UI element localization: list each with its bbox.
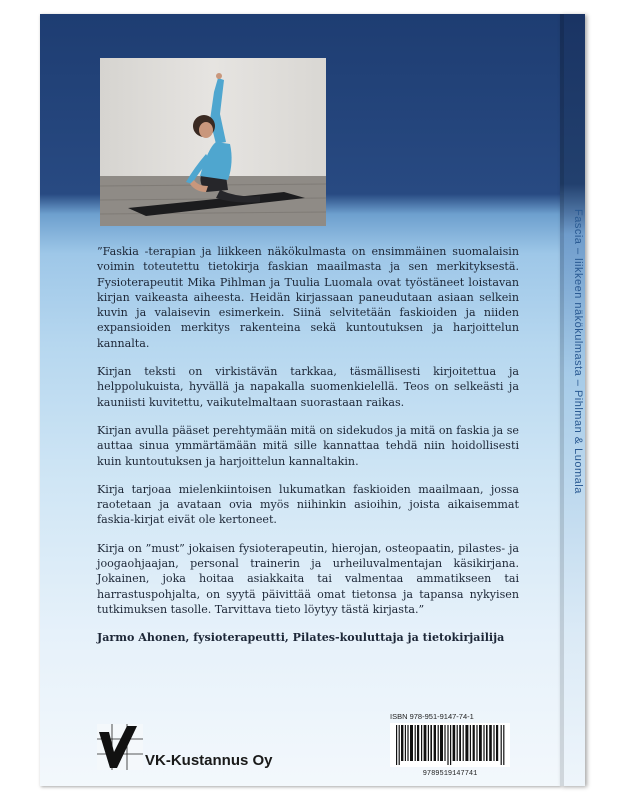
back-cover-text bbox=[97, 244, 519, 659]
paragraph: Kirja on ”must” jokaisen fysioterapeutin, hierojan, osteopaatin, pilastes- ja joogaohjaajan, personal trainerin ja urheiluvalmentajan käsikirjana. Jokainen, joka hoitaa asiakkaita tai valmentaa ammatikseen tai harrastuspohjalta, on syytä päivittää omat tietonsa ja tapansa nykyisen tutkimuksen tasolle. Tarvittava tieto löytyy tästä kirjasta.” bbox=[97, 541, 519, 616]
barcode-number: 9789519147741 bbox=[422, 770, 478, 778]
isbn-label: ISBN 978-951-9147-74-1 bbox=[390, 712, 474, 721]
vk-logo-icon bbox=[97, 724, 143, 770]
paragraph: Kirja tarjoaa mielenkiintoisen lukumatkan faskioiden maailmaan, jossa raotetaan ja avataan ovia myös niihinkin asioihin, joista aikaisemmat faskia-kirjat eivät ole kertoneet. bbox=[97, 482, 519, 527]
yoga-photo-illustration bbox=[100, 58, 326, 226]
paragraph: Kirjan avulla pääset perehtymään mitä on sidekudos ja mitä on faskia ja se auttaa sinua ymmärtämään mitä sille kannattaa tehdä niin hoidollisesti kuin kuntoutuksen ja harjoittelun kannaltakin. bbox=[97, 423, 519, 468]
book-back-cover bbox=[40, 14, 585, 786]
spine-title: Fascia – liikkeen näkökulmasta – Pihlman & Luomala bbox=[572, 209, 584, 494]
spine-edge bbox=[560, 14, 564, 786]
paragraph: Kirjan teksti on virkistävän tarkkaa, täsmällisesti kirjoitettua ja helppolukuista, hyvällä ja napakalla suomenkielellä. Teos on selkeästi ja kauniisti kuvitettu, vaikutelmaltaan suorastaan raikas. bbox=[97, 365, 519, 409]
barcode bbox=[390, 723, 510, 767]
spine-title-strip bbox=[572, 209, 586, 709]
signature: Jarmo Ahonen, fysioterapeutti, Pilates-kouluttaja ja tietokirjailija bbox=[97, 631, 505, 645]
paragraph: ”Faskia -terapian ja liikkeen näkökulmasta on ensimmäinen suomalaisin voimin toteutettu tietokirja faskian maailmasta ja sen merkityksestä. Fysioterapeutit Mika Pihlman ja Tuulia Luomala ovat työstäneet loistavan kirjan vaikeasta aiheesta. Heidän kirjassaan paneudutaan asiaan selkein kuvin ja valaisevin esimerkein. Siinä selvitetään faskioiden ja niiden expansioiden merkitys rakenteina sekä kuntoutuksen ja harjoittelun kannalta. bbox=[97, 245, 519, 350]
isbn-block bbox=[390, 712, 510, 778]
publisher-name: VK-Kustannus Oy bbox=[145, 752, 273, 769]
yoga-photo bbox=[100, 58, 326, 226]
publisher-logo bbox=[97, 724, 143, 774]
